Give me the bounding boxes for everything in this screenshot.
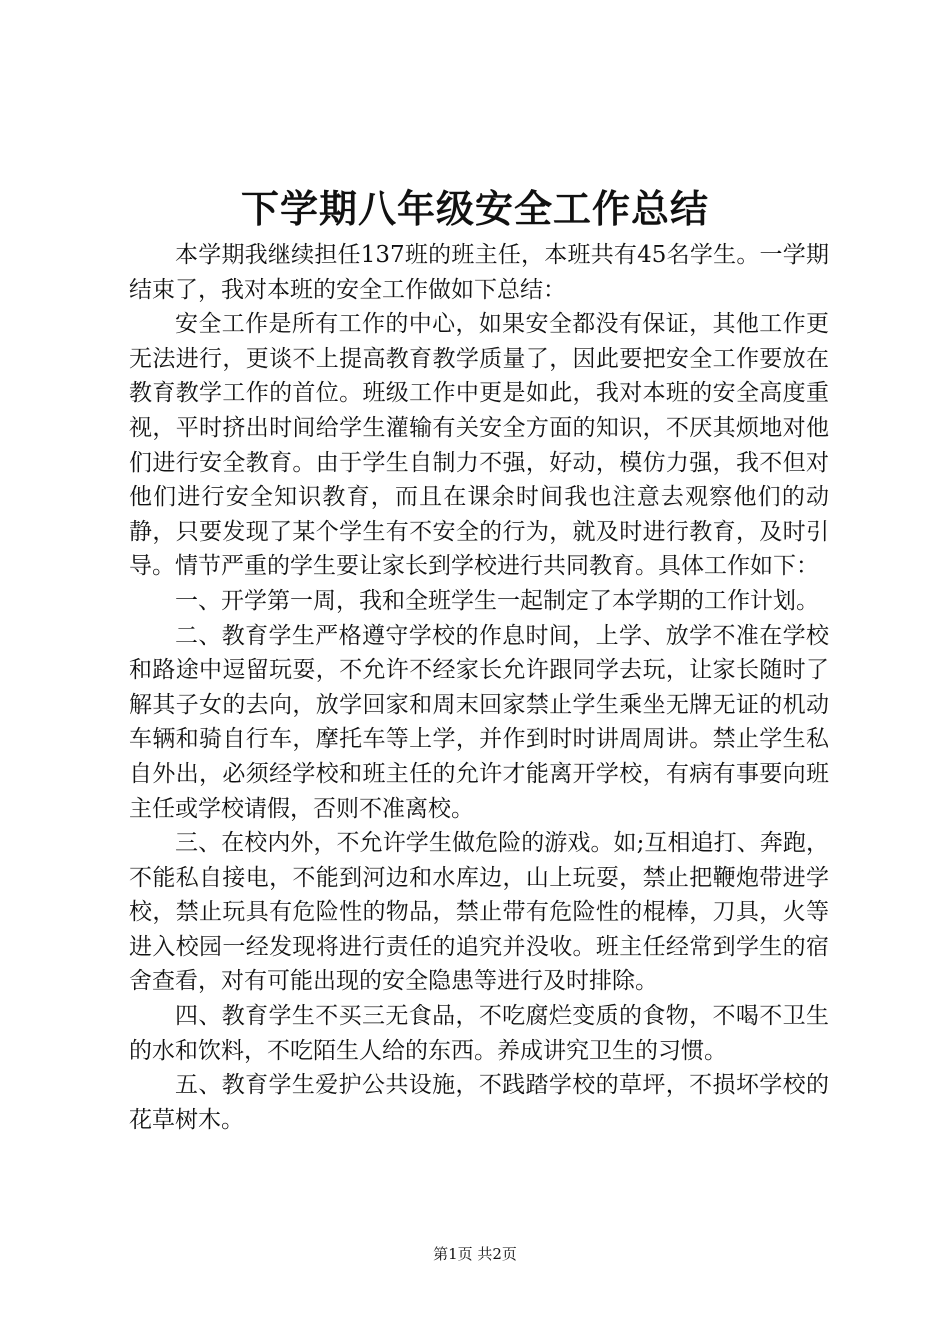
paragraph-item-2: 二、教育学生严格遵守学校的作息时间，上学、放学不准在学校和路途中逗留玩耍，不允许不经家长允许跟同学去玩，让家长随时了解其子女的去向，放学回家和周末回家禁止学生乘坐无牌无证的机动车辆和骑自行车，摩托车等上学，并作到时时讲周周讲。禁止学生私自外出，必须经学校和班主任的允许才能离开学校，有病有事要向班主任或学校请假，否则不准离校。: [129, 622, 829, 822]
document-body: [129, 238, 829, 1137]
paragraph-overview: 安全工作是所有工作的中心，如果安全都没有保证，其他工作更无法进行，更谈不上提高教育教学质量了，因此要把安全工作要放在教育教学工作的首位。班级工作中更是如此，我对本班的安全高度重视，平时挤出时间给学生灌输有关安全方面的知识，不厌其烦地对他们进行安全教育。由于学生自制力不强，好动，模仿力强，我不但对他们进行安全知识教育，而且在课余时间我也注意去观察他们的动静，只要发现了某个学生有不安全的行为，就及时进行教育，及时引导。情节严重的学生要让家长到学校进行共同教育。具体工作如下：: [129, 311, 829, 580]
paragraph-item-4: 四、教育学生不买三无食品，不吃腐烂变质的食物，不喝不卫生的水和饮料，不吃陌生人给的东西。养成讲究卫生的习惯。: [129, 1003, 829, 1064]
paragraph-intro: 本学期我继续担任137班的班主任，本班共有45名学生。一学期结束了，我对本班的安全工作做如下总结：: [129, 242, 829, 303]
document-title: 下学期八年级安全工作总结: [240, 187, 709, 231]
page-number-footer: 第1页 共2页: [433, 1245, 517, 1263]
paragraph-item-1: 一、开学第一周，我和全班学生一起制定了本学期的工作计划。: [175, 587, 819, 614]
paragraph-item-5: 五、教育学生爱护公共设施，不践踏学校的草坪，不损坏学校的花草树木。: [129, 1072, 829, 1133]
paragraph-item-3: 三、在校内外，不允许学生做危险的游戏。如;互相追打、奔跑，不能私自接电，不能到河边和水库边，山上玩耍，禁止把鞭炮带进学校，禁止玩具有危险性的物品，禁止带有危险性的棍棒，刀具，火等进入校园一经发现将进行责任的追究并没收。班主任经常到学生的宿舍查看，对有可能出现的安全隐患等进行及时排除。: [129, 830, 829, 995]
